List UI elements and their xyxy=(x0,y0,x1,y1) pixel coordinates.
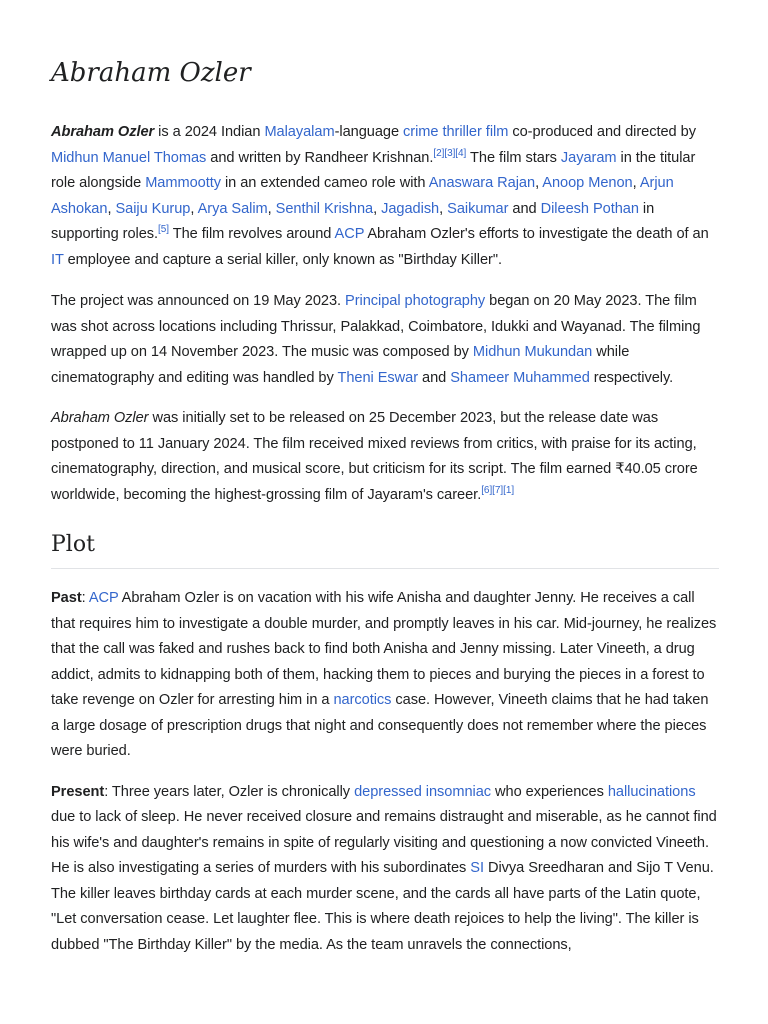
link-saikumar[interactable]: Saikumar xyxy=(447,200,509,217)
link-midhun-mukundan[interactable]: Midhun Mukundan xyxy=(472,344,593,360)
plot-paragraph-past: Past: ACP Abraham Ozler is on vacation with his wife Anisha and daughter Jenny. He receives a call that requires him to investigate a double murder, and promptly leaves in his car. Mid-journey, he realizes that the call was faked and rushes back to find both Anisha and Jenny missing. Later Vineeth, a drug addict, admits to kidnapping both of them, hacking them to pieces and burying the pieces in a forest to take revenge on Ozler for arresting him in a narcotics case. However, Vineeth claims that he had taken a large dosage of prescription drugs that night and consequently does not remember where the pieces were buried. xyxy=(51,590,717,759)
link-jagadish[interactable]: Jagadish xyxy=(381,200,440,217)
link-it[interactable]: IT xyxy=(51,251,64,268)
link-shameer-muhammed[interactable]: Shameer Muhammed xyxy=(450,369,590,386)
link-crime-thriller-film[interactable]: crime thriller film xyxy=(403,124,509,140)
link-si[interactable]: SI xyxy=(470,860,484,876)
link-principal-photography[interactable]: Principal photography xyxy=(345,293,486,309)
link-arya-salim[interactable]: Arya Salim xyxy=(197,200,268,217)
film-title-italic: Abraham Ozler xyxy=(51,410,149,426)
link-acp[interactable]: ACP xyxy=(334,226,365,242)
link-saiju-kurup[interactable]: Saiju Kurup xyxy=(115,200,191,217)
link-theni-eswar[interactable]: Theni Eswar xyxy=(337,369,419,386)
label-present: Present xyxy=(51,783,105,800)
plot-paragraph-present: Present: Three years later, Ozler is chronically depressed insomniac who experiences hallucinations due to lack of sleep. He never received closure and remains distraught and miserable, as he cannot find his wife's and daughter's remains in spite of regularly visiting and questioning a now convicted Vineeth. He is also investigating a series of murders with his subordinates SI Divya Sreedharan and Sijo T Venu. The killer leaves birthday cards at each murder scene, and the cards all have parts of the Latin quote, "Let conversation cease. Let laughter flee. This is where death rejoices to help the living". The killer is dubbed "The Birthday Killer" by the media. As the team unravels the connections, xyxy=(51,783,717,953)
page-title: Abraham Ozler xyxy=(51,58,251,88)
link-dileesh-pothan[interactable]: Dileesh Pothan xyxy=(540,200,639,217)
link-acp-plot[interactable]: ACP xyxy=(88,590,119,606)
article xyxy=(51,0,719,958)
link-depressed[interactable]: depressed xyxy=(354,783,422,800)
link-senthil-krishna[interactable]: Senthil Krishna xyxy=(275,200,374,217)
label-past: Past xyxy=(51,590,82,606)
link-anaswara-rajan[interactable]: Anaswara Rajan xyxy=(428,175,536,191)
link-narcotics[interactable]: narcotics xyxy=(333,692,392,708)
film-title-bold: Abraham Ozler xyxy=(51,124,155,140)
link-malayalam[interactable]: Malayalam xyxy=(264,124,335,140)
citation-6-7-1[interactable]: [6][7][1] xyxy=(481,484,515,496)
link-anoop-menon[interactable]: Anoop Menon xyxy=(542,175,633,191)
citation-2-3-4[interactable]: [2][3][4] xyxy=(433,147,467,159)
link-jayaram[interactable]: Jayaram xyxy=(560,149,617,166)
citation-5[interactable]: [5] xyxy=(158,224,170,236)
intro-paragraph-3: Abraham Ozler was initially set to be released on 25 December 2023, but the release date was postponed to 11 January 2024. The film received mixed reviews from critics, with praise for its acting, cinematography, direction, and musical score, but criticism for its script. The film earned ₹40.05 crore worldwide, becoming the highest-grossing film of Jayaram's career.[6][7][1] xyxy=(51,410,698,503)
intro-paragraph-2: The project was announced on 19 May 2023. Principal photography began on 20 May 2023. The film was shot across locations including Thrissur, Palakkad, Coimbatore, Idukki and Wayanad. The filming wrapped up on 14 November 2023. The music was composed by Midhun Mukundan while cinematography and editing was handled by Theni Eswar and Shameer Muhammed respectively. xyxy=(51,293,701,386)
link-mammootty[interactable]: Mammootty xyxy=(145,175,221,191)
intro-paragraph-1: Abraham Ozler is a 2024 Indian Malayalam-language crime thriller film co-produced and directed by Midhun Manuel Thomas and written by Randheer Krishnan.[2][3][4] The film stars Jayaram in the titular role alongside Mammootty in an extended cameo role with Anaswara Rajan, Anoop Menon, Arjun Ashokan, Saiju Kurup, Arya Salim, Senthil Krishna, Jagadish, Saikumar and Dileesh Pothan in supporting roles.[5] The film revolves around ACP Abraham Ozler's efforts to investigate the death of an IT employee and capture a serial killer, only known as "Birthday Killer". xyxy=(51,124,709,268)
link-arjun-ashokan[interactable]: Arjun Ashokan xyxy=(51,175,674,217)
link-hallucinations[interactable]: hallucinations xyxy=(607,783,696,800)
section-heading-plot: Plot xyxy=(51,530,719,569)
link-midhun-manuel-thomas[interactable]: Midhun Manuel Thomas xyxy=(51,149,207,166)
link-insomniac[interactable]: insomniac xyxy=(425,783,492,800)
